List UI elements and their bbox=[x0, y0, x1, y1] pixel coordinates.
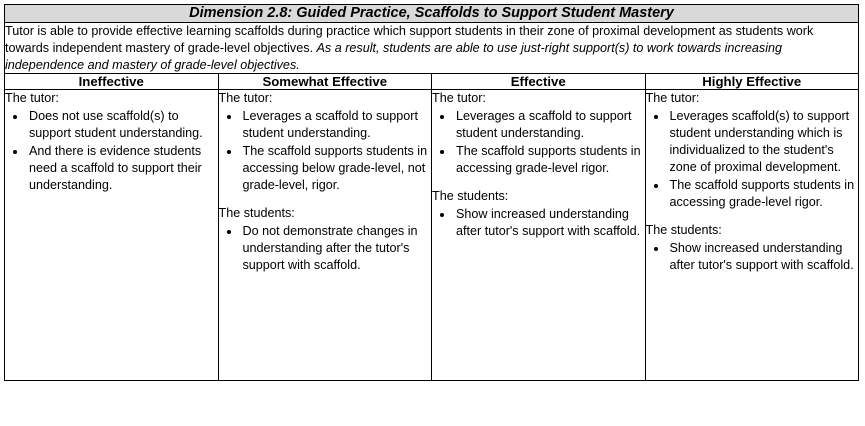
tutor-label: The tutor: bbox=[645, 91, 700, 106]
rubric-cell-ineffective bbox=[5, 90, 219, 381]
column-header-effective: Effective bbox=[432, 74, 646, 90]
tutor-label: The tutor: bbox=[5, 91, 59, 106]
students-bullet-list bbox=[646, 240, 859, 274]
list-item: • The scaffold supports students in accessing grade-level rigor. bbox=[668, 177, 859, 211]
rubric-title: Dimension 2.8: Guided Practice, Scaffolds to Support Student Mastery bbox=[189, 5, 674, 21]
column-header-highly-effective: Highly Effective bbox=[645, 74, 859, 90]
rubric-title-cell bbox=[5, 5, 859, 23]
rubric-body-row bbox=[5, 90, 859, 381]
students-bullet-list bbox=[432, 206, 645, 240]
rubric-description bbox=[5, 23, 858, 73]
tutor-label: The tutor: bbox=[432, 91, 486, 106]
students-label: The students: bbox=[645, 223, 722, 238]
rubric-header-row bbox=[5, 74, 859, 90]
list-item: • And there is evidence students need a scaffold to support their understanding. bbox=[27, 143, 218, 194]
list-item: • The scaffold supports students in accessing grade-level rigor. bbox=[454, 143, 645, 177]
list-item: • Do not demonstrate changes in understanding after the tutor's support with scaffold. bbox=[241, 223, 432, 274]
rubric-title-row bbox=[5, 5, 859, 23]
rubric-table bbox=[4, 4, 859, 381]
rubric-description-cell bbox=[5, 23, 859, 74]
column-header-ineffective: Ineffective bbox=[5, 74, 219, 90]
list-item: • Show increased understanding after tutor's support with scaffold. bbox=[668, 240, 859, 274]
list-item: • Leverages a scaffold to support student understanding. bbox=[454, 108, 645, 142]
list-item: • Leverages scaffold(s) to support student understanding which is individualized to the student's zone of proximal development. bbox=[668, 108, 859, 176]
tutor-bullet-list bbox=[432, 108, 645, 177]
tutor-bullet-list bbox=[5, 108, 218, 194]
description-italic-text: As a result, students are able to use just-right support(s) to work towards increasing independence and mastery of grade-level objectives. bbox=[5, 41, 783, 72]
rubric-cell-effective bbox=[432, 90, 646, 381]
list-item: • Show increased understanding after tutor's support with scaffold. bbox=[454, 206, 645, 240]
students-label: The students: bbox=[432, 189, 509, 204]
rubric-cell-somewhat-effective bbox=[218, 90, 432, 381]
list-item: • Does not use scaffold(s) to support student understanding. bbox=[27, 108, 218, 142]
tutor-bullet-list bbox=[219, 108, 432, 194]
tutor-label: The tutor: bbox=[218, 91, 273, 106]
description-plain-text: Tutor is able to provide effective learning scaffolds during practice which support students in their zone of proximal development as students work towards independent mastery of grade-level objectives. bbox=[5, 24, 814, 55]
column-header-somewhat-effective: Somewhat Effective bbox=[218, 74, 432, 90]
students-bullet-list bbox=[219, 223, 432, 274]
list-item: • Leverages a scaffold to support student understanding. bbox=[241, 108, 432, 142]
rubric-cell-highly-effective bbox=[645, 90, 859, 381]
tutor-bullet-list bbox=[646, 108, 859, 211]
students-label: The students: bbox=[218, 206, 295, 221]
list-item: • The scaffold supports students in accessing below grade-level, not grade-level, rigor. bbox=[241, 143, 432, 194]
rubric-description-row bbox=[5, 23, 859, 74]
